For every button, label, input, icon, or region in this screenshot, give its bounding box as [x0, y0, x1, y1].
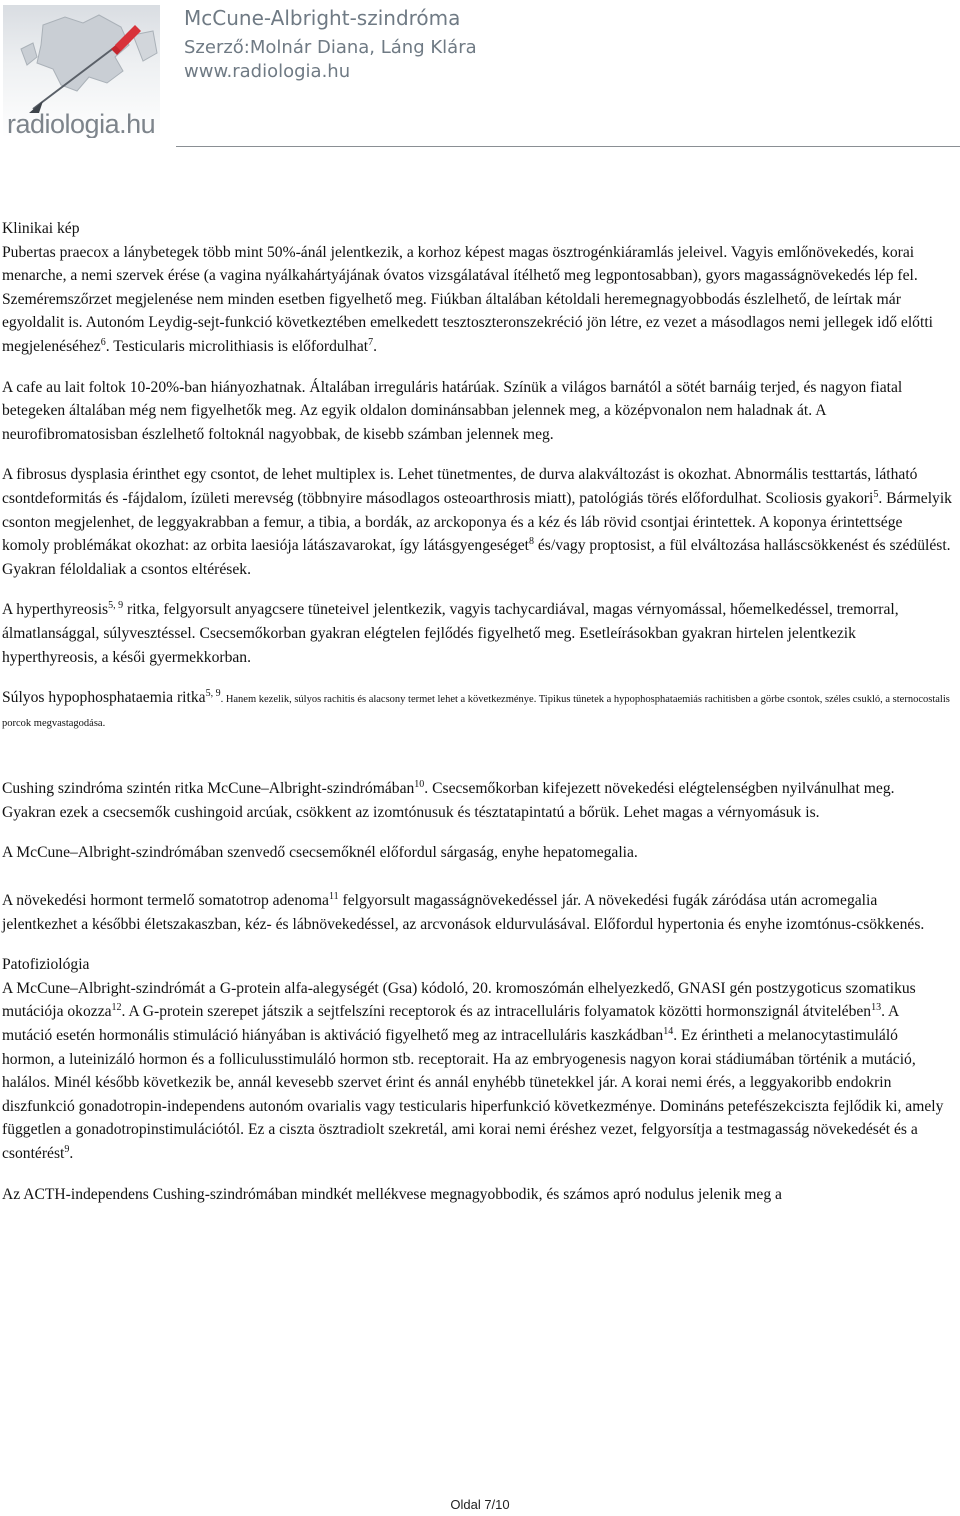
- text-run: . Ez érintheti a melanocytastimuláló hormon, a luteinizáló hormon és a folliculusstimuláló hormon stb. receptorait. Ha az embryogenesis nagyon korai stádiumában történik a mutáció, halálos. Minél később következik be, annál kevesebb szervet érint és annál enyhébb tünetekkel jár. A korai nemi érés, a leggyakoribb endokrin diszfunkció gonadotropin-independens autonóm ovarialis vagy testicularis hiperfunkció következménye. Domináns petefészekciszta fejlődik ki, amely független a gonadotropinstimulációtól. Ez a ciszta ösztradiolt szekretál, ami korai nemi éréshez vezet, felgyorsítja a testmagasság növekedését és a csontérést: [2, 1027, 944, 1162]
- text-run: A McCune–Albright-szindrómát a G-protein alfa-alegységét (Gsa) kódoló, 20. kromoszómán elhelyezkedő, GNASI gén postzygoticus szomatikus mutációja okozza: [2, 979, 916, 1021]
- logo-text: radiologia.hu: [7, 109, 156, 138]
- paragraph-cushing: [2, 777, 952, 824]
- paragraph-somatotrop: [2, 889, 952, 936]
- reference-marker: 5: [873, 488, 879, 500]
- document-title: McCune-Albright-szindróma: [184, 6, 461, 30]
- text-run: Cushing szindróma szintén ritka McCune–Albright-szindrómában: [2, 780, 415, 798]
- paragraph-puberty: [2, 241, 952, 359]
- text-run: . A mutáció esetén hormonális stimuláció hiányában is aktiváció figyelhető meg az intracelluláris kaszkádban: [2, 1003, 899, 1045]
- text-run: . Bármelyik csonton megjelenhet, de leggyakrabban a femur, a tibia, a bordák, az arckoponya és a kéz és láb rövid csontjai érintettek. A koponya érintettsége komoly problémákat okozhat: az orbita laesiója látászavarokat, így látásgyengeséget: [2, 489, 952, 555]
- paragraph-cafe-au-lait: A cafe au lait foltok 10-20%-ban hiányozhatnak. Általában irreguláris határúak. Színük a világos barnától a sötét barnáig terjed, és nagyon fiatal betegeken általában még nem figyelhetők meg. Az egyik oldalon dominánsabban jelennek meg, a középvonalon nem haladnak át. A neurofibromatosisban észlelhető foltoknál nagyobbak, de kisebb számban jelennek meg.: [2, 378, 903, 443]
- paragraph-hypophosphataemia: [2, 686, 952, 733]
- site-url[interactable]: www.radiologia.hu: [184, 61, 351, 82]
- paragraph-pathophysiology: [2, 977, 952, 1166]
- reference-marker: 5, 9: [108, 600, 124, 612]
- reference-marker: 11: [328, 891, 339, 903]
- text-run: .: [373, 337, 377, 355]
- text-run: Súlyos hypophosphataemia ritka: [2, 689, 206, 707]
- text-run: .: [69, 1145, 74, 1162]
- article-body: [2, 217, 952, 1223]
- radiologia-logo[interactable]: [3, 5, 160, 138]
- text-run: és/vagy proptosist, a fül elváltozása halláscsökkenést és szédülést. Gyakran féloldaliak a csontos eltérések.: [2, 537, 951, 578]
- text-run: . Csecsemőkorban kifejezett növekedési elégtelenségben nyilvánulhat meg. Gyakran ezek a csecsemők cushingoid arcúak, csökkent az izomtónusuk és tésztatapintatú a bőrük. Lehet magas a vérnyomásuk is.: [2, 780, 895, 821]
- text-run: . Hanem kezelik, súlyos rachitis és alacsony termet lehet a következménye. Tipikus tünetek a hypophosphataemiás rachitisben a görbe csontok, széles csukló, a sternocostalis porcok megvastagodása.: [2, 694, 950, 729]
- paragraph-hyperthyreosis: [2, 598, 952, 669]
- page-number: Oldal 7/10: [450, 1497, 510, 1512]
- text-run: . A G-protein szerepet játszik a sejtfelszíni receptorok és az intracelluláris folyamatok közötti hormonszignál átvitelében: [121, 1003, 872, 1021]
- section-heading-clinical: Klinikai kép: [2, 220, 80, 237]
- text-run: Pubertas praecox a lánybetegek több mint 50%-ánál jelentkezik, a korhoz képest magas ösztrogénkiáramlás jeleivel. Vagyis emlőnövekedés, korai menarche, a nemi szervek érése (a vagina nyálkahártyájának óvatos vizsgálatával ítélhető meg legpontosabban), gyors magasságnövekedés lép fel. Szeméremszőrzet megjelenése nem minden esetben figyelhető meg. Fiúkban általában kétoldali heremegnagyobbodás észlelhető, de leírtak már egyoldalit is. Autonóm Leydig-sejt-funkció következtében emelkedett tesztoszteronszekréció jön létre, ez vezet a másodlagos nemi jellegek idő előtti megjelenéséhez: [2, 243, 933, 355]
- section-heading-pathophysiology: Patofiziológia: [2, 956, 90, 974]
- text-run: A fibrosus dysplasia érinthet egy csontot, de lehet multiplex is. Lehet tünetmentes, de durva alakváltozást is okozhat. Abnormális testtartás, látható csontdeformitás és -fájdalom, ízületi merevség (többnyire másodlagos osteoarthrosis miatt), patológiás törés előfordulhat. Scoliosis gyakori: [2, 466, 918, 507]
- document-authors: Szerző:Molnár Diana, Láng Klára: [184, 37, 477, 58]
- paragraph-jaundice: A McCune–Albright-szindrómában szenvedő csecsemőknél előfordul sárgaság, enyhe hepatomegalia.: [2, 844, 638, 862]
- reference-marker: 5, 9: [205, 688, 221, 700]
- text-run: A hyperthyreosis: [2, 601, 109, 619]
- text-run: felgyorsult magasságnövekedéssel jár. A növekedési fugák záródása után acromegalia jelentkezhet a későbbi életszakaszban, kéz- és lábnövekedéssel, az arcvonások eldurvulásával. Előfordul hypertonia és enyhe izomtónus-csökkenés.: [2, 892, 925, 933]
- reference-marker: 6: [100, 336, 106, 348]
- text-run: A növekedési hormont termelő somatotrop adenoma: [2, 892, 329, 910]
- header-divider: [176, 146, 960, 147]
- reference-marker: 13: [871, 1002, 882, 1014]
- reference-marker: 8: [528, 536, 534, 548]
- reference-marker: 12: [111, 1002, 122, 1014]
- reference-marker: 9: [64, 1144, 70, 1155]
- reference-marker: 14: [663, 1026, 674, 1038]
- page-header: [0, 0, 960, 150]
- paragraph-acth: Az ACTH-independens Cushing-szindrómában mindkét mellékvese megnagyobbodik, és számos apró nodulus jelenik meg a: [2, 1185, 782, 1203]
- paragraph-fibrous-dysplasia: [2, 463, 952, 581]
- reference-marker: 10: [414, 779, 425, 791]
- text-run: ritka, felgyorsult anyagcsere tüneteivel jelentkezik, vagyis tachycardiával, magas vérnyomással, hőemelkedéssel, tremorral, álmatlansággal, súlyvesztéssel. Csecsemőkorban gyakran elégtelen fejlődés figyelhető meg. Esetleírásokban gyakran hirtelen jelentkezik hyperthyreosis, a késői gyermekkorban.: [2, 601, 899, 666]
- text-run: . Testicularis microlithiasis is előfordulhat: [105, 337, 369, 355]
- reference-marker: 7: [368, 336, 374, 348]
